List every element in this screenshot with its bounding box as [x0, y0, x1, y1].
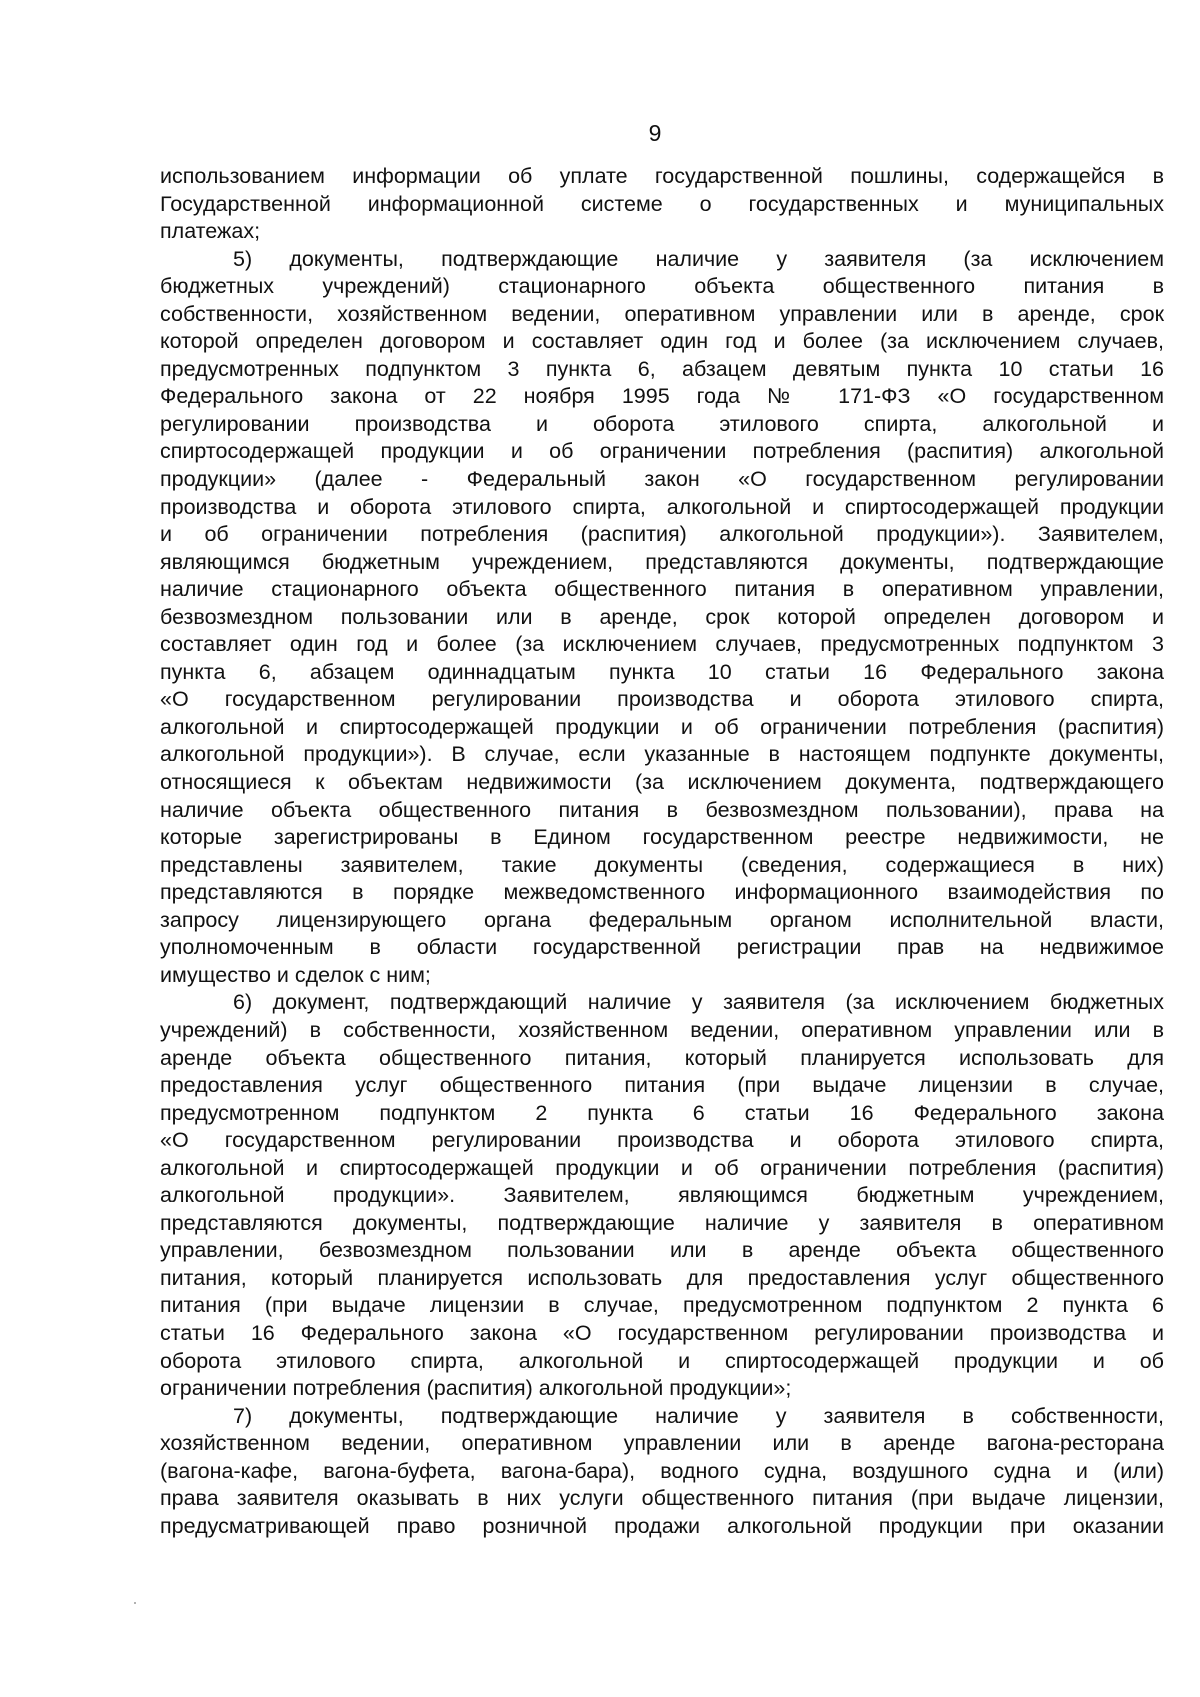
- text-line: составляет один год и более (за исключением случаев, предусмотренных подпунктом 3: [160, 632, 1164, 657]
- page-number: 9: [648, 120, 662, 146]
- text-line: алкогольной и спиртосодержащей продукции и об ограничении потребления (распития): [160, 1155, 1164, 1180]
- document-body-text: [160, 163, 1164, 1540]
- text-line: представляются в порядке межведомственного информационного взаимодействия по: [160, 880, 1164, 905]
- text-line: производства и оборота этилового спирта, алкогольной и спиртосодержащей продукции: [160, 494, 1164, 519]
- text-line: (вагона-кафе, вагона-буфета, вагона-бара), водного судна, воздушного судна и (или): [160, 1458, 1164, 1483]
- text-line: алкогольной и спиртосодержащей продукции и об ограничении потребления (распития): [160, 714, 1164, 739]
- text-line: питания, который планируется использовать для предоставления услуг общественного: [160, 1265, 1164, 1290]
- text-line: собственности, хозяйственном ведении, оперативном управлении или в аренде, срок: [160, 301, 1164, 326]
- text-line: имущество и сделок с ним;: [160, 962, 431, 987]
- text-line: продукции» (далее - Федеральный закон «О государственном регулировании: [160, 467, 1164, 492]
- text-line: которой определен договором и составляет один год и более (за исключением случаев,: [160, 329, 1164, 354]
- text-line: алкогольной продукции». Заявителем, являющимся бюджетным учреждением,: [160, 1183, 1164, 1208]
- text-line: Федерального закона от 22 ноября 1995 года № 171-ФЗ «О государственном: [160, 384, 1164, 409]
- text-line: предусмотренных подпунктом 3 пункта 6, абзацем девятым пункта 10 статьи 16: [160, 356, 1164, 381]
- text-line: запросу лицензирующего органа федеральным органом исполнительной власти,: [160, 907, 1164, 932]
- text-line: являющимся бюджетным учреждением, представляются документы, подтверждающие: [160, 549, 1164, 574]
- text-line: Государственной информационной системе о государственных и муниципальных: [160, 191, 1164, 216]
- text-line: предусмотренном подпунктом 2 пункта 6 статьи 16 Федерального закона: [160, 1100, 1164, 1125]
- text-line: 5) документы, подтверждающие наличие у заявителя (за исключением: [233, 246, 1164, 271]
- text-line: 7) документы, подтверждающие наличие у заявителя в собственности,: [233, 1403, 1164, 1428]
- text-line: относящиеся к объектам недвижимости (за исключением документа, подтверждающего: [160, 770, 1164, 795]
- text-line: и об ограничении потребления (распития) алкогольной продукции»). Заявителем,: [160, 522, 1164, 547]
- text-line: наличие объекта общественного питания в безвозмездном пользовании), права на: [160, 797, 1164, 822]
- text-line: алкогольной продукции»). В случае, если указанные в настоящем подпункте документы,: [160, 742, 1164, 767]
- text-line: представлены заявителем, такие документы (сведения, содержащиеся в них): [160, 852, 1164, 877]
- text-line: представляются документы, подтверждающие наличие у заявителя в оперативном: [160, 1210, 1164, 1235]
- text-line: безвозмездном пользовании или в аренде, срок которой определен договором и: [160, 604, 1164, 629]
- text-line: которые зарегистрированы в Едином государственном реестре недвижимости, не: [160, 825, 1164, 850]
- text-line: пункта 6, абзацем одиннадцатым пункта 10 статьи 16 Федерального закона: [160, 659, 1164, 684]
- text-line: оборота этилового спирта, алкогольной и спиртосодержащей продукции и об: [160, 1348, 1164, 1373]
- text-line: уполномоченным в области государственной регистрации прав на недвижимое: [160, 935, 1164, 960]
- text-line: учреждений) в собственности, хозяйственном ведении, оперативном управлении или в: [160, 1017, 1164, 1042]
- text-line: платежах;: [160, 219, 261, 244]
- text-line: использованием информации об уплате государственной пошлины, содержащейся в: [160, 164, 1164, 188]
- text-line: статьи 16 Федерального закона «О государственном регулировании производства и: [160, 1320, 1164, 1345]
- text-line: бюджетных учреждений) стационарного объекта общественного питания в: [160, 274, 1164, 299]
- text-line: 6) документ, подтверждающий наличие у заявителя (за исключением бюджетных: [233, 990, 1164, 1015]
- text-line: управлении, безвозмездном пользовании или в аренде объекта общественного: [160, 1238, 1164, 1263]
- text-line: хозяйственном ведении, оперативном управлении или в аренде вагона-ресторана: [160, 1431, 1164, 1456]
- text-line: наличие стационарного объекта общественного питания в оперативном управлении,: [160, 577, 1164, 602]
- scan-speck: [134, 1602, 136, 1604]
- text-line: ограничении потребления (распития) алкогольной продукции»;: [160, 1376, 792, 1401]
- text-line: спиртосодержащей продукции и об ограничении потребления (распития) алкогольной: [160, 439, 1164, 464]
- text-line: питания (при выдаче лицензии в случае, предусмотренном подпунктом 2 пункта 6: [160, 1293, 1164, 1318]
- text-line: предоставления услуг общественного питания (при выдаче лицензии в случае,: [160, 1073, 1164, 1098]
- text-line: предусматривающей право розничной продажи алкогольной продукции при оказании: [160, 1513, 1164, 1538]
- text-line: «О государственном регулировании производства и оборота этилового спирта,: [160, 687, 1164, 712]
- text-line: права заявителя оказывать в них услуги общественного питания (при выдаче лицензии,: [160, 1486, 1164, 1511]
- text-line: аренде объекта общественного питания, который планируется использовать для: [160, 1045, 1164, 1070]
- text-line: регулировании производства и оборота этилового спирта, алкогольной и: [160, 411, 1164, 436]
- text-line: «О государственном регулировании производства и оборота этилового спирта,: [160, 1128, 1164, 1153]
